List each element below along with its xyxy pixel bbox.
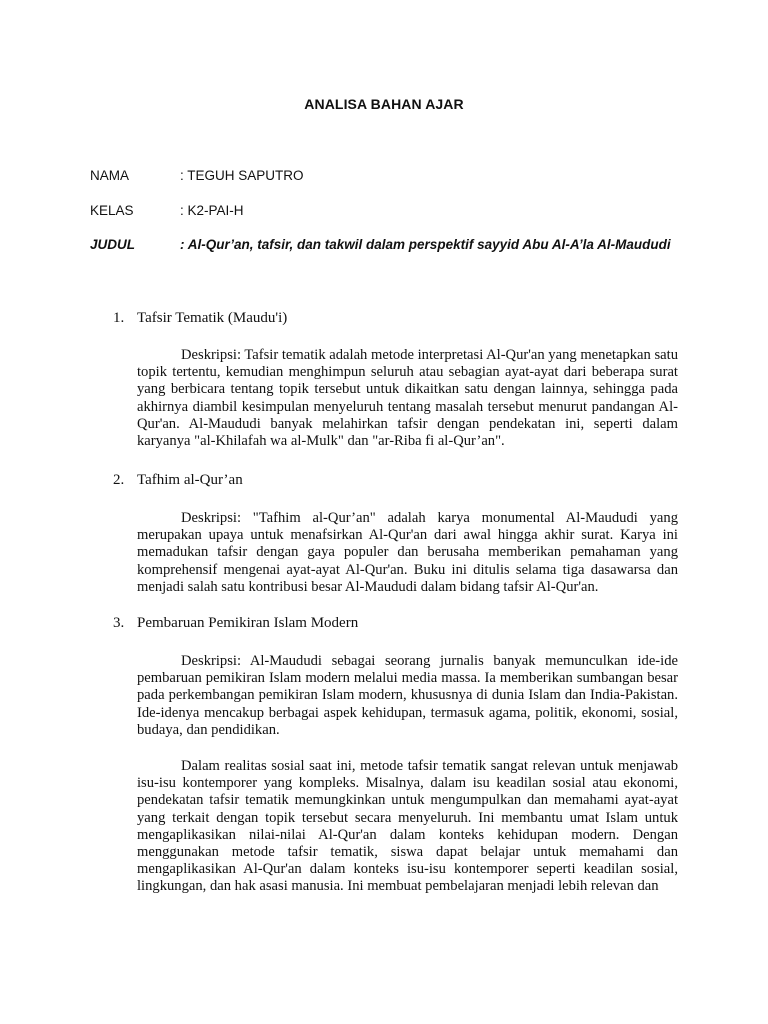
kelas-value: : K2-PAI-H [180, 203, 244, 218]
section-2-description: Deskripsi: "Tafhim al-Qur’an" adalah karya monumental Al-Maududi yang merupakan upaya untuk menafsirkan Al-Qur'an dari awal hingga akhir surat. Karya ini memadukan tafsir dengan gaya populer dan berusaha memberikan pemahaman yang komprehensif mengenai ayat-ayat Al-Qur'an. Buku ini ditulis selama tiga dasawarsa dan menjadi salah satu kontribusi besar Al-Maududi dalam bidang tafsir Al-Qur'an. [137, 510, 678, 595]
nama-value: : TEGUH SAPUTRO [180, 168, 304, 183]
section-2-number: 2. [113, 472, 125, 488]
info-row-judul [90, 237, 671, 252]
kelas-label: KELAS [90, 203, 134, 218]
nama-label: NAMA [90, 168, 130, 183]
section-3-number: 3. [113, 615, 125, 631]
section-2-title: Tafhim al-Qur’an [137, 472, 243, 488]
section-1-description: Deskripsi: Tafsir tematik adalah metode interpretasi Al-Qur'an yang menetapkan satu topik tertentu, kemudian menghimpun seluruh atau sebagian ayat-ayat dari beberapa surat yang berbicara tentang topik tersebut untuk dikaitkan satu dengan lainnya, sehingga pada akhirnya diambil kesimpulan menyeluruh tentang masalah tersebut menurut pandangan Al-Qur'an. Al-Maududi banyak melahirkan tafsir dengan pendekatan ini, seperti dalam karyanya "al-Khilafah wa al-Mulk" dan "ar-Riba fi al-Qur’an". [137, 347, 678, 450]
info-row-kelas [90, 203, 244, 218]
closing-paragraph: Dalam realitas sosial saat ini, metode tafsir tematik sangat relevan untuk menjawab isu-isu kontemporer yang kompleks. Misalnya, dalam isu keadilan sosial atau ekonomi, pendekatan tafsir tematik memungkinkan untuk mengumpulkan dan memahami ayat-ayat yang terkait dengan topik tersebut secara menyeluruh. Ini membantu umat Islam untuk mengaplikasikan nilai-nilai Al-Qur'an dalam konteks kehidupan modern. Dengan menggunakan metode tafsir tematik, siswa dapat belajar untuk memahami dan mengaplikasikan Al-Qur'an dalam konteks isu-isu kontemporer seperti keadilan sosial, lingkungan, dan hak asasi manusia. Ini membuat pembelajaran menjadi lebih relevan dan [137, 758, 678, 895]
section-1-heading [113, 310, 287, 327]
section-3-title: Pembaruan Pemikiran Islam Modern [137, 615, 359, 631]
judul-label: JUDUL [90, 237, 136, 252]
judul-value: : Al-Qur’an, tafsir, dan takwil dalam perspektif sayyid Abu Al-A’la Al-Maududi [180, 237, 671, 252]
section-3-heading [113, 615, 358, 632]
section-1-number: 1. [113, 310, 125, 326]
info-row-nama [90, 168, 304, 183]
document-title: ANALISA BAHAN AJAR [304, 96, 464, 112]
section-2-heading [113, 472, 243, 489]
section-1-title: Tafsir Tematik (Maudu'i) [137, 310, 288, 326]
section-3-description: Deskripsi: Al-Maududi sebagai seorang jurnalis banyak memunculkan ide-ide pembaruan pemikiran Islam modern melalui media massa. Ia memberikan sumbangan besar pada perkembangan pemikiran Islam modern, khususnya di dunia Islam dan India-Pakistan. Ide-idenya mencakup berbagai aspek kehidupan, termasuk agama, politik, ekonomi, sosial, budaya, dan pendidikan. [137, 653, 678, 738]
